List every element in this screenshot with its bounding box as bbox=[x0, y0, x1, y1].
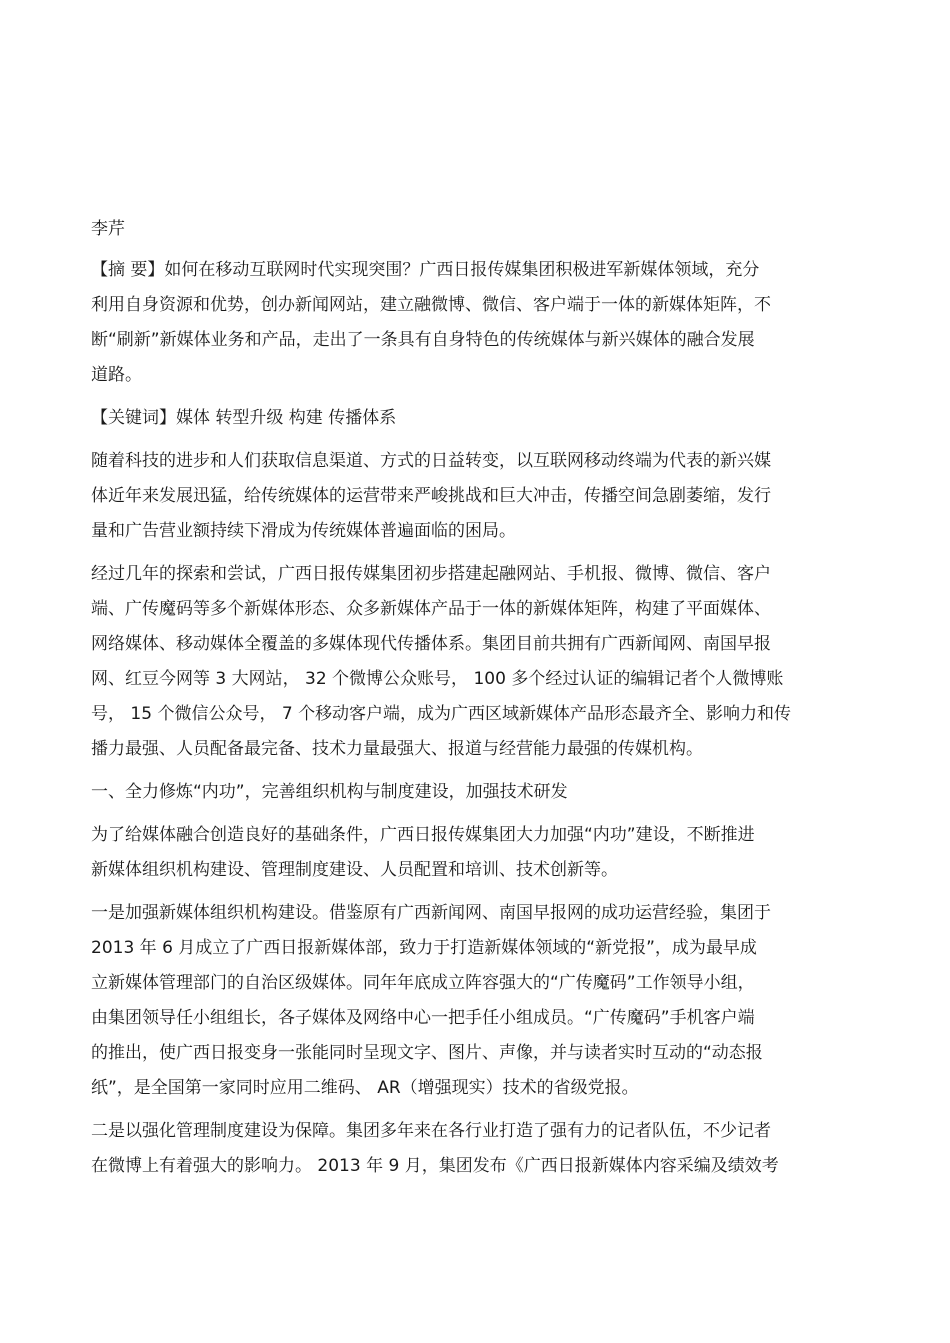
paragraph-abstract bbox=[91, 253, 851, 393]
text-line: 由集团领导任小组组长，各子媒体及网络中心一把手任小组成员。“广传魔码”手机客户端 bbox=[91, 1008, 755, 1028]
paragraph-section-1-heading bbox=[91, 775, 851, 810]
text-line: 量和广告营业额持续下滑成为传统媒体普遍面临的困局。 bbox=[91, 521, 516, 541]
text-line: 为了给媒体融合创造良好的基础条件，广西日报传媒集团大力加强“内功”建设，不断推进 bbox=[91, 825, 755, 845]
text-line: 一、全力修炼“内功”，完善组织机构与制度建设，加强技术研发 bbox=[91, 782, 568, 802]
author-name: 李芹 bbox=[91, 219, 125, 239]
text-line: 号， 15 个微信公众号， 7 个移动客户端，成为广西区域新媒体产品形态最齐全、影响力和传 bbox=[91, 704, 792, 724]
text-line: 的推出，使广西日报变身一张能同时呈现文字、图片、声像，并与读者实时互动的“动态报 bbox=[91, 1043, 763, 1063]
text-line: 新媒体组织机构建设、管理制度建设、人员配置和培训、技术创新等。 bbox=[91, 860, 618, 880]
text-line: 体近年来发展迅猛，给传统媒体的运营带来严峻挑战和巨大冲击，传播空间急剧萎缩，发行 bbox=[91, 486, 771, 506]
text-line: 2013 年 6 月成立了广西日报新媒体部，致力于打造新媒体领域的“新党报”，成为最早成 bbox=[91, 938, 757, 958]
text-line: 【关键词】媒体 转型升级 构建 传播体系 bbox=[91, 408, 397, 428]
paragraph-list bbox=[91, 253, 851, 1184]
text-line: 端、广传魔码等多个新媒体形态、众多新媒体产品于一体的新媒体矩阵，构建了平面媒体、 bbox=[91, 599, 771, 619]
text-line: 在微博上有着强大的影响力。 2013 年 9 月，集团发布《广西日报新媒体内容采编及绩效考 bbox=[91, 1156, 779, 1176]
paragraph-intro bbox=[91, 444, 851, 549]
text-line: 立新媒体管理部门的自治区级媒体。同年年底成立阵容强大的“广传魔码”工作领导小组， bbox=[91, 973, 755, 993]
text-line: 网络媒体、移动媒体全覆盖的多媒体现代传播体系。集团目前共拥有广西新闻网、南国早报 bbox=[91, 634, 771, 654]
paragraph-point-2 bbox=[91, 1114, 851, 1184]
text-line: 道路。 bbox=[91, 365, 142, 385]
article-body bbox=[91, 212, 851, 1192]
text-line: 二是以强化管理制度建设为保障。集团多年来在各行业打造了强有力的记者队伍，不少记者 bbox=[91, 1121, 771, 1141]
text-line: 利用自身资源和优势，创办新闻网站，建立融微博、微信、客户端于一体的新媒体矩阵，不 bbox=[91, 295, 771, 315]
text-line: 【摘 要】如何在移动互联网时代实现突围？广西日报传媒集团积极进军新媒体领域，充分 bbox=[91, 260, 760, 280]
text-line: 断“刷新”新媒体业务和产品，走出了一条具有自身特色的传统媒体与新兴媒体的融合发展 bbox=[91, 330, 755, 350]
text-line: 播力最强、人员配备最完备、技术力量最强大、报道与经营能力最强的传媒机构。 bbox=[91, 739, 703, 759]
paragraph-overview bbox=[91, 557, 851, 767]
text-line: 一是加强新媒体组织机构建设。借鉴原有广西新闻网、南国早报网的成功运营经验，集团于 bbox=[91, 903, 771, 923]
text-line: 网、红豆今网等 3 大网站， 32 个微博公众账号， 100 多个经过认证的编辑记者个人微博账 bbox=[91, 669, 784, 689]
paragraph-section-1-intro bbox=[91, 818, 851, 888]
text-line: 纸”，是全国第一家同时应用二维码、 AR（增强现实）技术的省级党报。 bbox=[91, 1078, 639, 1098]
text-line: 经过几年的探索和尝试，广西日报传媒集团初步搭建起融网站、手机报、微博、微信、客户 bbox=[91, 564, 771, 584]
paragraph-keywords bbox=[91, 401, 851, 436]
paragraph-point-1 bbox=[91, 896, 851, 1106]
text-line: 随着科技的进步和人们获取信息渠道、方式的日益转变，以互联网移动终端为代表的新兴媒 bbox=[91, 451, 771, 471]
